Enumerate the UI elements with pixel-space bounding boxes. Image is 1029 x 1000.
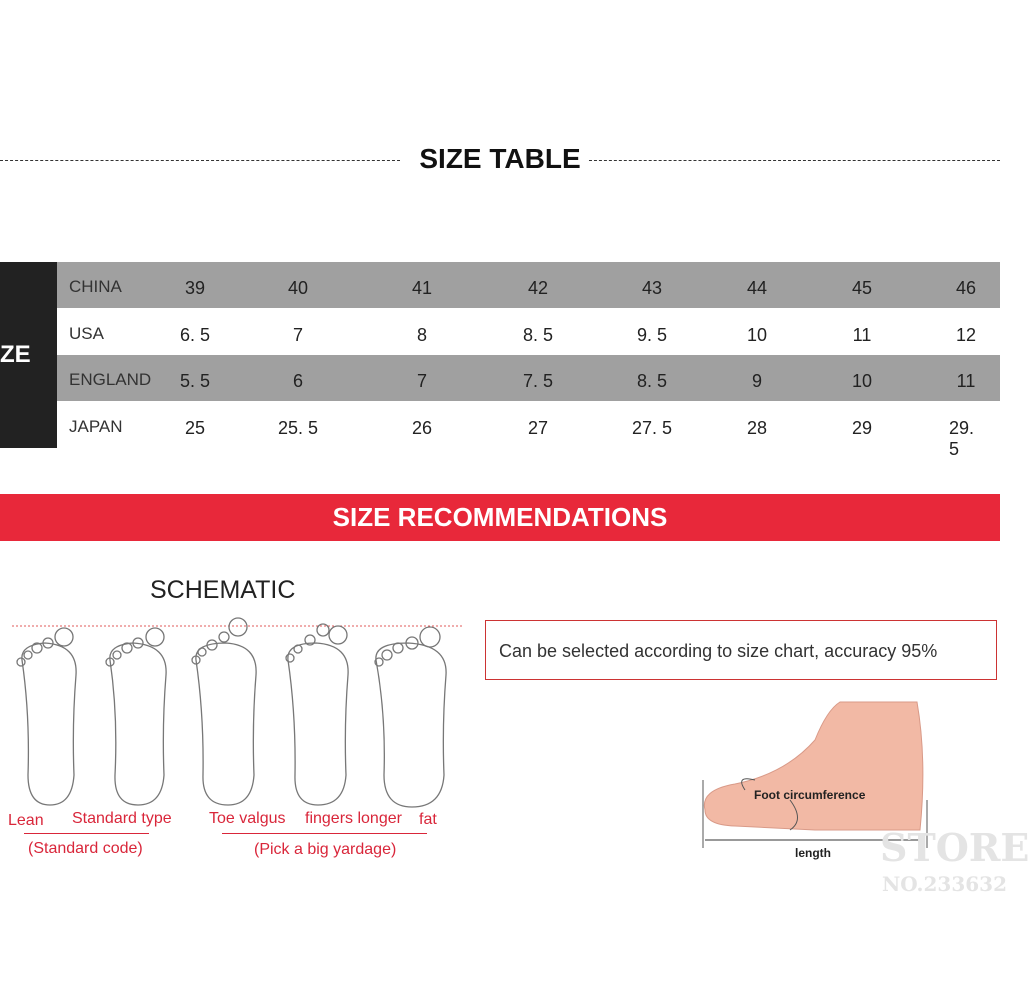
foot-types-illustration xyxy=(0,615,470,815)
table-cell: 8 xyxy=(416,324,428,345)
table-cell: 7. 5 xyxy=(522,371,554,391)
table-cell: 25 xyxy=(184,417,206,438)
foot-type-label: fat xyxy=(419,811,437,828)
row-label: ENGLAND xyxy=(69,370,152,389)
row-label: JAPAN xyxy=(69,416,123,436)
table-cell: 6 xyxy=(292,371,304,391)
foot-type-label: Lean xyxy=(8,812,44,829)
table-row xyxy=(57,262,1000,308)
foot-circumference-label: Foot circumference xyxy=(754,788,866,802)
watermark: NO.233632 xyxy=(882,872,1007,896)
table-cell: 40 xyxy=(287,278,309,298)
foot-type-label: Standard type xyxy=(72,810,172,827)
table-cell: 45 xyxy=(851,278,873,298)
table-cell: 43 xyxy=(641,278,663,298)
table-cell: 26 xyxy=(411,417,433,438)
row-label: USA xyxy=(69,323,104,343)
table-cell: 5. 5 xyxy=(179,371,211,391)
table-cell: 11 xyxy=(956,371,976,391)
table-cell: 25. 5 xyxy=(277,417,319,438)
table-cell: 27. 5 xyxy=(631,417,673,438)
watermark: STORE xyxy=(880,825,1029,870)
table-cell: 7 xyxy=(416,371,428,391)
length-label: length xyxy=(795,846,831,860)
recommendations-banner: SIZE RECOMMENDATIONS xyxy=(0,494,1000,541)
foot-type-label: Toe valgus xyxy=(209,810,286,827)
table-row xyxy=(57,309,1000,355)
table-cell: 29. 5 xyxy=(949,417,975,459)
table-cell: 46 xyxy=(955,278,977,298)
schematic-title: SCHEMATIC xyxy=(150,576,296,604)
table-cell: 28 xyxy=(746,417,768,438)
size-side-label: ZE xyxy=(0,262,57,448)
table-cell: 11 xyxy=(852,324,872,345)
table-row xyxy=(57,355,1000,401)
table-cell: 42 xyxy=(527,278,549,298)
table-row xyxy=(57,402,1000,459)
page-title: SIZE TABLE xyxy=(0,143,1000,175)
group-big-label: (Pick a big yardage) xyxy=(254,841,397,858)
table-cell: 44 xyxy=(746,278,768,298)
table-cell: 10 xyxy=(851,371,873,391)
accuracy-note: Can be selected according to size chart, accuracy 95% xyxy=(485,620,997,680)
table-cell: 29 xyxy=(851,417,873,438)
table-cell: 9. 5 xyxy=(636,324,668,345)
foot-toe-valgus-icon xyxy=(192,618,256,805)
table-cell: 12 xyxy=(955,324,977,345)
table-cell: 39 xyxy=(184,278,206,298)
table-cell: 8. 5 xyxy=(636,371,668,391)
foot-fat-icon xyxy=(375,627,446,807)
group-standard-label: (Standard code) xyxy=(28,840,143,857)
foot-type-label: fingers longer xyxy=(305,810,402,827)
table-cell: 41 xyxy=(411,278,433,298)
table-cell: 9 xyxy=(751,371,763,391)
table-cell: 27 xyxy=(527,417,549,438)
divider xyxy=(24,833,149,834)
table-cell: 6. 5 xyxy=(179,324,211,345)
divider xyxy=(222,833,427,834)
table-cell: 7 xyxy=(292,324,304,345)
row-label: CHINA xyxy=(69,277,122,296)
foot-standard-icon xyxy=(106,628,166,805)
foot-fingers-longer-icon xyxy=(286,624,348,805)
foot-lean-icon xyxy=(17,628,76,805)
table-cell: 10 xyxy=(746,324,768,345)
table-cell: 8. 5 xyxy=(522,324,554,345)
